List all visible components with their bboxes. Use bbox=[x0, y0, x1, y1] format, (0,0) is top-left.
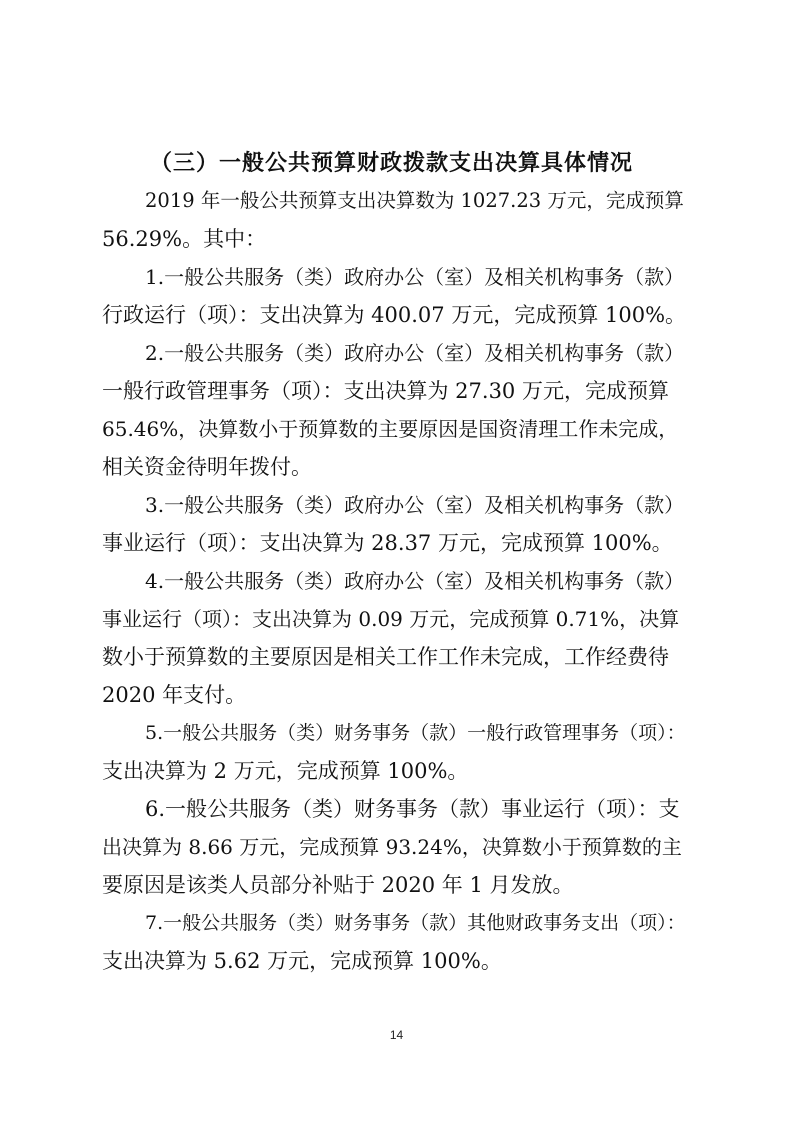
paragraph-line: 行政运行（项）：支出决算为 400.07 万元，完成预算 100%。 bbox=[102, 303, 687, 327]
paragraph-line: 65.46%，决算数小于预算数的主要原因是国资清理工作未完成， bbox=[102, 417, 679, 441]
paragraph-line: 3.一般公共服务（类）政府办公（室）及相关机构事务（款） bbox=[145, 493, 685, 517]
paragraph-line: 1.一般公共服务（类）政府办公（室）及相关机构事务（款） bbox=[145, 265, 685, 289]
paragraph-line: 出决算为 8.66 万元，完成预算 93.24%，决算数小于预算数的主 bbox=[102, 835, 682, 859]
paragraph-line: 5.一般公共服务（类）财务事务（款）一般行政管理事务（项）： bbox=[145, 722, 686, 744]
paragraph-line: 2.一般公共服务（类）政府办公（室）及相关机构事务（款） bbox=[145, 341, 685, 365]
paragraph-line: 相关资金待明年拨付。 bbox=[102, 455, 312, 479]
paragraph-line: 56.29%。其中： bbox=[102, 227, 267, 251]
paragraph-line: 7.一般公共服务（类）财务事务（款）其他财政事务支出（项）： bbox=[145, 912, 686, 934]
paragraph-line: 数小于预算数的主要原因是相关工作工作未完成，工作经费待 bbox=[102, 645, 669, 669]
paragraph-line: 要原因是该类人员部分补贴于 2020 年 1 月发放。 bbox=[102, 873, 574, 897]
paragraph-line: 支出决算为 2 万元，完成预算 100%。 bbox=[102, 759, 469, 783]
paragraph-line: 4.一般公共服务（类）政府办公（室）及相关机构事务（款） bbox=[145, 569, 685, 593]
paragraph-line: 一般行政管理事务（项）：支出决算为 27.30 万元，完成预算 bbox=[102, 379, 669, 403]
section-title: （三）一般公共预算财政拨款支出决算具体情况 bbox=[150, 150, 634, 176]
page-number: 14 bbox=[389, 1028, 404, 1042]
paragraph-line: 6.一般公共服务（类）财务事务（款）事业运行（项）：支 bbox=[145, 797, 680, 821]
paragraph-line: 2020 年支付。 bbox=[102, 683, 247, 707]
paragraph-line: 事业运行（项）：支出决算为 28.37 万元，完成预算 100%。 bbox=[102, 531, 673, 555]
paragraph-line: 支出决算为 5.62 万元，完成预算 100%。 bbox=[102, 949, 502, 973]
paragraph-line: 事业运行（项）：支出决算为 0.09 万元，完成预算 0.71%，决算 bbox=[102, 607, 680, 631]
paragraph-line: 2019 年一般公共预算支出决算数为 1027.23 万元，完成预算 bbox=[145, 189, 684, 212]
